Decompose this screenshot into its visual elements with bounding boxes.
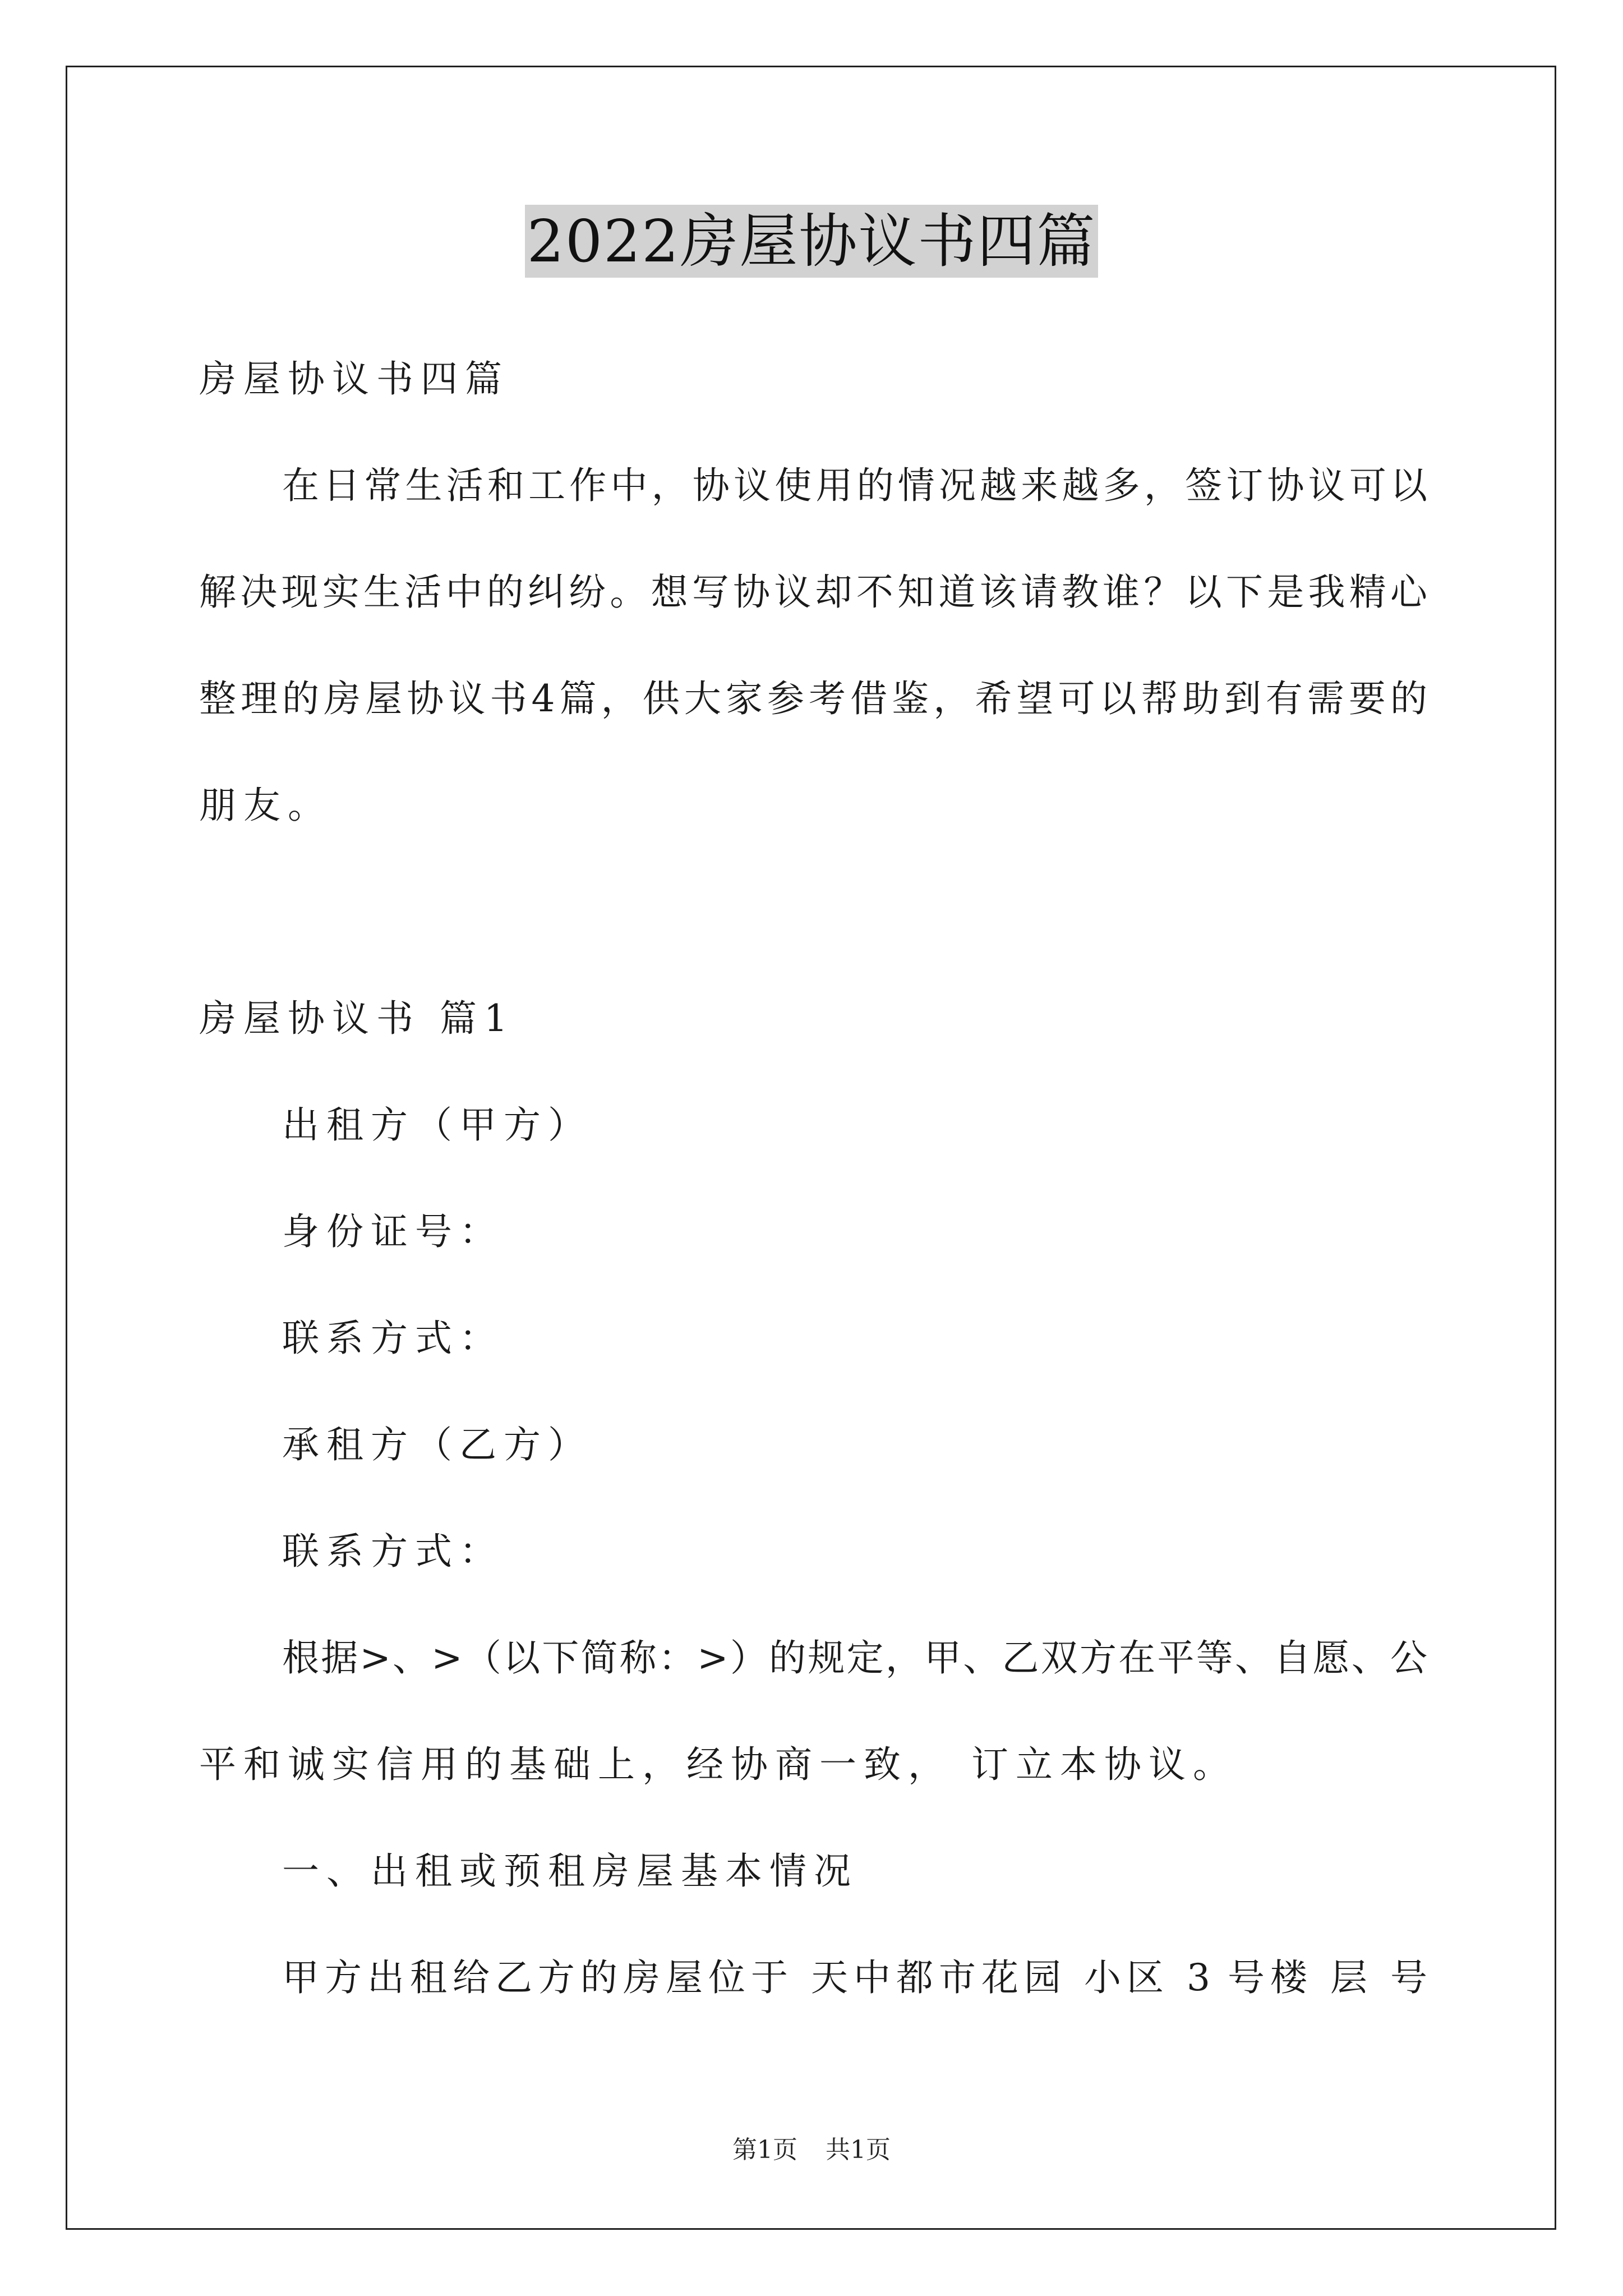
document-title: 2022房屋协议书四篇 bbox=[525, 205, 1099, 278]
subtitle-line: 房屋协议书四篇 bbox=[199, 357, 509, 401]
page-number-current: 第1页 bbox=[732, 2136, 797, 2164]
lessee-contact-label: 联系方式： bbox=[282, 1530, 504, 1573]
paragraph-intro-line-2: 解决现实生活中的纠纷。想写协议却不知道该请教谁？以下是我精心 bbox=[199, 570, 1427, 614]
clause-heading-1: 一、出租或预租房屋基本情况 bbox=[282, 1849, 858, 1893]
paragraph-basis-line-2: 平和诚实信用的基础上，经协商一致， 订立本协议。 bbox=[199, 1743, 1237, 1786]
paragraph-intro-line-1: 在日常生活和工作中，协议使用的情况越来越多，签订协议可以 bbox=[282, 464, 1427, 507]
paragraph-intro-line-4: 朋友。 bbox=[199, 784, 332, 827]
clause-1-line-1: 甲方出租给乙方的房屋位于 天中都市花园 小区 3 号楼 层 号 bbox=[282, 1956, 1427, 1999]
lessee-label: 承租方（乙方） bbox=[282, 1423, 592, 1466]
page-footer bbox=[0, 2134, 1623, 2166]
lessor-label: 出租方（甲方） bbox=[282, 1103, 592, 1147]
page-number-total: 共1页 bbox=[826, 2136, 891, 2164]
paragraph-intro-line-3: 整理的房屋协议书4篇，供大家参考借鉴，希望可以帮助到有需要的 bbox=[199, 677, 1427, 720]
title-container bbox=[0, 205, 1623, 278]
id-number-label: 身份证号： bbox=[282, 1210, 504, 1253]
section-heading-1: 房屋协议书 篇1 bbox=[199, 997, 515, 1040]
lessor-contact-label: 联系方式： bbox=[282, 1317, 504, 1360]
paragraph-basis-line-1: 根据>、>（以下简称：>）的规定，甲、乙双方在平等、自愿、公 bbox=[282, 1636, 1427, 1680]
